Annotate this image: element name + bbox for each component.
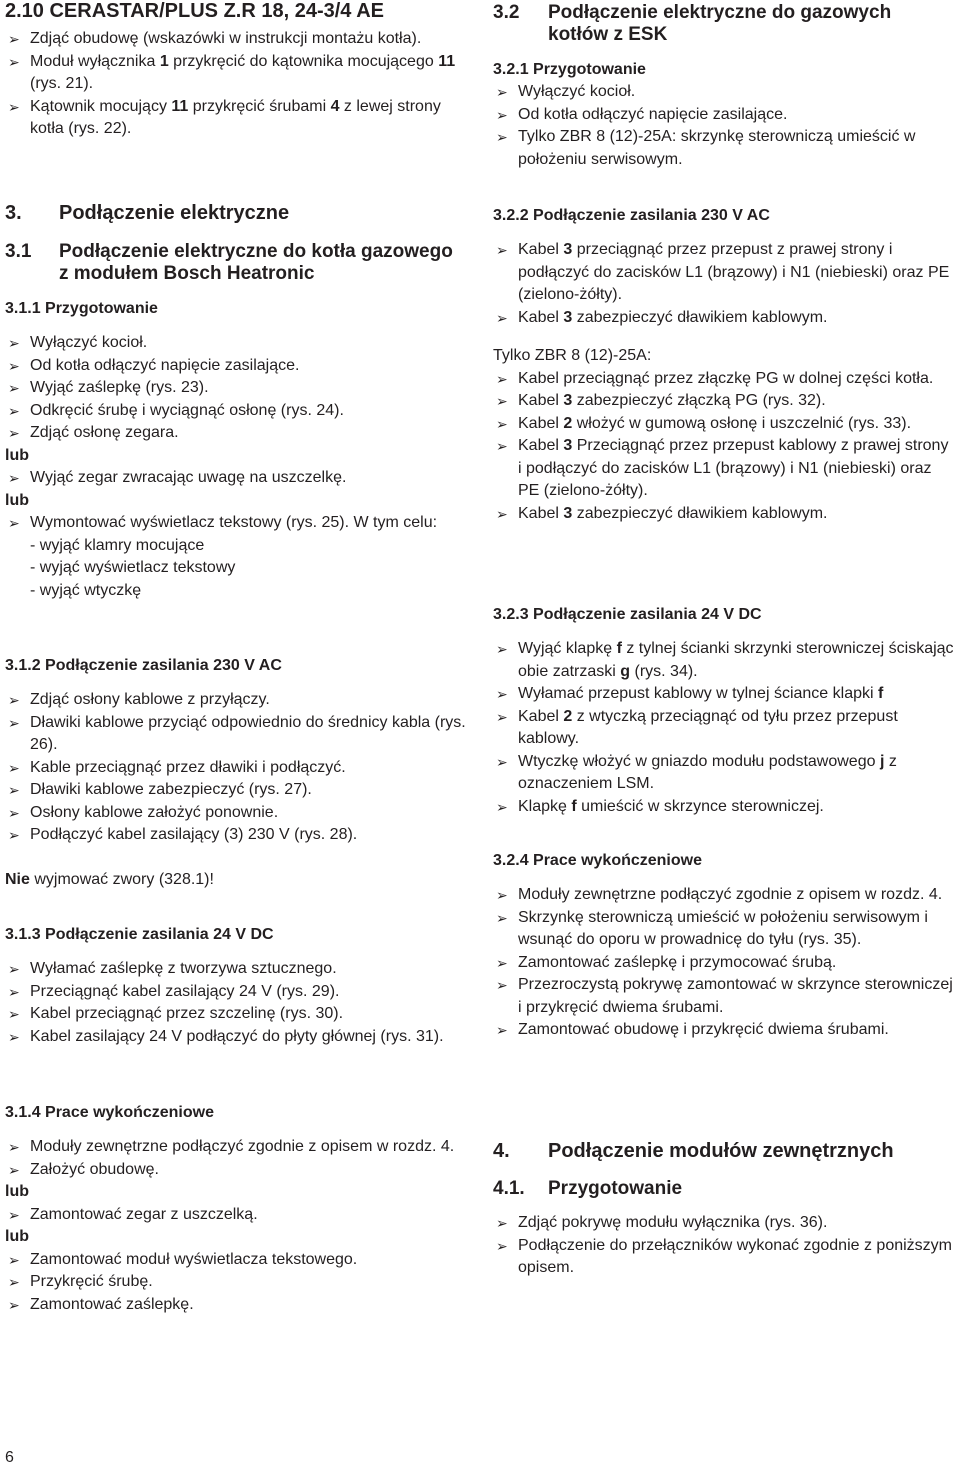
- section-3-2-heading: 3.2 Podłączenie elektryczne do gazowych kotłów z ESK: [493, 2, 892, 45]
- list-item: ➢ Zamontować moduł wyświetlacza tekstowego.: [5, 1249, 470, 1272]
- arrow-bullet-icon: ➢: [8, 714, 20, 731]
- section-4: [493, 1140, 955, 1163]
- arrow-bullet-icon: ➢: [496, 242, 508, 258]
- list-item: ➢ Wyłączyć kocioł.: [493, 81, 955, 104]
- list-item: ➢ Podłączenie do przełączników wykonać zgodnie z poniższym opisem.: [496, 1236, 952, 1276]
- list-item: ➢ Zdjąć pokrywę modułu wyłącznika (rys. 36).: [493, 1212, 955, 1235]
- arrow-bullet-icon: ➢: [8, 804, 20, 821]
- list-item: ➢ Zamontować obudowę i przykręcić dwiema śrubami.: [493, 1019, 955, 1042]
- section-3-heading: 3. Podłączenie elektryczne: [5, 202, 290, 224]
- arrow-bullet-icon: ➢: [496, 415, 508, 432]
- arrow-bullet-icon: ➢: [496, 505, 508, 522]
- arrow-bullet-icon: ➢: [496, 686, 508, 702]
- list-item: ➢ Założyć obudowę.: [5, 1159, 470, 1182]
- section-3-2-1: [493, 59, 955, 171]
- arrow-bullet-icon: ➢: [8, 782, 20, 798]
- arrow-bullet-icon: ➢: [496, 438, 508, 454]
- list-item: ➢ Klapkę f umieścić w skrzynce sterowniczej.: [493, 796, 955, 819]
- arrow-bullet-icon: ➢: [8, 827, 20, 843]
- lub-label: lub: [5, 491, 29, 509]
- arrow-bullet-icon: ➢: [496, 1022, 508, 1038]
- list-item: ➢ Wtyczkę włożyć w gniazdo modułu podstawowego j z oznaczeniem LSM.: [496, 752, 897, 792]
- arrow-bullet-icon: ➢: [496, 84, 508, 100]
- list-item: ➢ Wyłamać zaślepkę z tworzywa sztucznego.: [5, 958, 470, 981]
- list-item: ➢ Zamontować zaślepkę.: [5, 1294, 470, 1317]
- arrow-bullet-icon: ➢: [8, 31, 20, 47]
- page-number: 6: [5, 1449, 14, 1466]
- section-3-1-1-list-b: [5, 467, 470, 490]
- section-2-10-heading: 2.10 CERASTAR/PLUS Z.R 18, 24-3/4 AE: [5, 0, 385, 22]
- section-3-1-2: [5, 655, 470, 891]
- section-3-2-2-list-b: [493, 368, 955, 526]
- arrow-bullet-icon: ➢: [496, 1215, 508, 1231]
- section-3-2-2-list: [493, 239, 955, 329]
- list-item: ➢ Osłony kablowe założyć ponownie.: [5, 802, 470, 825]
- section-3-1-2-heading: 3.1.2 Podłączenie zasilania 230 V AC: [5, 657, 282, 674]
- list-item: ➢ Moduł wyłącznika 1 przykręcić do kątownika mocującego 11 (rys. 21).: [8, 52, 456, 92]
- section-3-2-3-list: [493, 638, 955, 818]
- arrow-bullet-icon: ➢: [8, 425, 20, 441]
- section-3-1-1-heading: 3.1.1 Przygotowanie: [5, 300, 158, 317]
- arrow-bullet-icon: ➢: [8, 1006, 20, 1022]
- dash-item: - wyjąć klamry mocujące: [30, 536, 205, 554]
- list-item: ➢ Wymontować wyświetlacz tekstowy (rys. 25). W tym celu: - wyjąć klamry mocujące - wyjąć wyświetlacz tekstowy - wyjąć wtyczkę: [5, 512, 470, 602]
- arrow-bullet-icon: ➢: [8, 1251, 20, 1268]
- list-item: ➢ Skrzynkę sterowniczą umieścić w położeniu serwisowym i wsunąć do oporu w prowadnicę do tyłu (rys. 35).: [496, 908, 928, 948]
- arrow-bullet-icon: ➢: [8, 1161, 20, 1178]
- list-item: ➢ Od kotła odłączyć napięcie zasilające.: [5, 355, 470, 378]
- arrow-bullet-icon: ➢: [8, 380, 20, 396]
- arrow-bullet-icon: ➢: [8, 692, 20, 708]
- section-3-1-4-list: [5, 1136, 470, 1181]
- arrow-bullet-icon: ➢: [8, 357, 20, 374]
- section-3-1-3: [5, 924, 470, 1048]
- section-3-2-3: [493, 604, 955, 818]
- section-2-10: [5, 0, 470, 141]
- section-3-1-4-list-b: [5, 1204, 470, 1227]
- list-item: ➢ Kabel zasilający 24 V podłączyć do płyty głównej (rys. 31).: [5, 1026, 470, 1049]
- section-2-10-list: [5, 28, 470, 141]
- arrow-bullet-icon: ➢: [8, 961, 20, 977]
- arrow-bullet-icon: ➢: [496, 370, 508, 387]
- arrow-bullet-icon: ➢: [8, 759, 20, 776]
- arrow-bullet-icon: ➢: [496, 393, 508, 409]
- section-3-2-2: [493, 205, 955, 525]
- arrow-bullet-icon: ➢: [8, 1296, 20, 1313]
- section-3-2-1-heading: 3.2.1 Przygotowanie: [493, 61, 646, 78]
- arrow-bullet-icon: ➢: [8, 983, 20, 1000]
- arrow-bullet-icon: ➢: [496, 887, 508, 903]
- section-3-1-2-list: [5, 689, 470, 847]
- section-3-2-4: [493, 850, 955, 1042]
- section-4-1-list: [493, 1212, 955, 1280]
- section-3-2-2-heading: 3.2.2 Podłączenie zasilania 230 V AC: [493, 207, 770, 224]
- list-item: ➢ Zdjąć osłony kablowe z przyłączy.: [5, 689, 470, 712]
- arrow-bullet-icon: ➢: [8, 53, 20, 70]
- section-3-1-3-heading: 3.1.3 Podłączenie zasilania 24 V DC: [5, 926, 274, 943]
- list-item: ➢ Podłączyć kabel zasilający (3) 230 V (rys. 28).: [5, 824, 470, 847]
- section-3-1-heading: 3.1 Podłączenie elektryczne do kotła gazowego z modułem Bosch Heatronic: [5, 241, 453, 284]
- arrow-bullet-icon: ➢: [496, 977, 508, 993]
- section-4-1: [493, 1178, 955, 1280]
- section-3-1-1-list-c: [5, 512, 470, 602]
- list-item: ➢ Wyjąć zaślepkę (rys. 23).: [5, 377, 470, 400]
- section-3-2-3-heading: 3.2.3 Podłączenie zasilania 24 V DC: [493, 606, 762, 623]
- section-3-2-4-heading: 3.2.4 Prace wykończeniowe: [493, 852, 702, 869]
- list-item: ➢ Zamontować zegar z uszczelką.: [5, 1204, 470, 1227]
- list-item: ➢ Przeciągnąć kabel zasilający 24 V (rys. 29).: [5, 981, 470, 1004]
- list-item: ➢ Dławiki kablowe przyciąć odpowiednio do średnicy kabla (rys. 26).: [8, 713, 466, 753]
- arrow-bullet-icon: ➢: [496, 954, 508, 971]
- note-text: Nie wyjmować zwory (328.1)!: [5, 870, 214, 888]
- list-item: ➢ Wyjąć klapkę f z tylnej ścianki skrzynki sterowniczej ściskając obie zatrzaski g (rys. 34).: [496, 640, 954, 680]
- list-item: ➢ Od kotła odłączyć napięcie zasilające.: [493, 104, 955, 127]
- arrow-bullet-icon: ➢: [496, 708, 508, 725]
- list-item: ➢ Przezroczystą pokrywę zamontować w skrzynce sterowniczej i przykręcić dwiema śrubami.: [496, 976, 953, 1016]
- arrow-bullet-icon: ➢: [496, 309, 508, 326]
- section-3-2-1-list: [493, 81, 955, 171]
- list-item: ➢ Kable przeciągnąć przez dławiki i podłączyć.: [5, 757, 470, 780]
- subheading-text: Tylko ZBR 8 (12)-25A:: [493, 347, 652, 364]
- list-item: ➢ Kabel 3 zabezpieczyć dławikiem kablowym.: [493, 307, 955, 330]
- section-4-1-heading: 4.1. Przygotowanie: [493, 1178, 683, 1199]
- list-item: ➢ Tylko ZBR 8 (12)-25A: skrzynkę sterowniczą umieścić w położeniu serwisowym.: [496, 128, 916, 168]
- list-item: ➢ Odkręcić śrubę i wyciągnąć osłonę (rys. 24).: [5, 400, 470, 423]
- section-3-1-4: [5, 1102, 470, 1316]
- list-item: ➢ Kabel 3 zabezpieczyć dławikiem kablowym.: [493, 503, 955, 526]
- list-item: ➢ Kabel 3 Przeciągnąć przez przepust kablowy z prawej strony i podłączyć do zacisków L1 (brązowy) i N1 (niebieski) oraz PE (zielono-żółty).: [496, 437, 949, 499]
- arrow-bullet-icon: ➢: [8, 335, 20, 351]
- arrow-bullet-icon: ➢: [496, 753, 508, 770]
- section-3-2-4-list: [493, 884, 955, 1042]
- list-item: ➢ Moduły zewnętrzne podłączyć zgodnie z opisem w rozdz. 4.: [493, 884, 955, 907]
- lub-label: lub: [5, 1183, 29, 1200]
- list-item: ➢ Kabel 3 zabezpieczyć złączką PG (rys. 32).: [493, 390, 955, 413]
- arrow-bullet-icon: ➢: [496, 1237, 508, 1254]
- list-item: ➢ Zdjąć osłonę zegara.: [5, 422, 470, 445]
- section-3-2: [493, 2, 955, 46]
- arrow-bullet-icon: ➢: [8, 515, 20, 531]
- arrow-bullet-icon: ➢: [8, 1028, 20, 1045]
- arrow-bullet-icon: ➢: [8, 98, 20, 115]
- list-item: ➢ Kabel 3 przeciągnąć przez przepust z prawej strony i podłączyć do zacisków L1 (brązowy) i N1 (niebieski) oraz PE (zielono-żółty).: [496, 241, 950, 303]
- list-item: ➢ Kabel przeciągnąć przez złączkę PG w dolnej części kotła.: [493, 368, 955, 391]
- list-item: ➢ Moduły zewnętrzne podłączyć zgodnie z opisem w rozdz. 4.: [5, 1136, 470, 1159]
- arrow-bullet-icon: ➢: [8, 1274, 20, 1290]
- list-item: ➢ Przykręcić śrubę.: [5, 1271, 470, 1294]
- section-3-1-1-list: [5, 332, 470, 445]
- section-4-heading: 4. Podłączenie modułów zewnętrznych: [493, 1140, 894, 1162]
- list-item: ➢ Zdjąć obudowę (wskazówki w instrukcji montażu kotła).: [5, 28, 470, 51]
- dash-item: - wyjąć wtyczkę: [30, 581, 142, 599]
- section-3-1-4-list-c: [5, 1249, 470, 1317]
- arrow-bullet-icon: ➢: [496, 106, 508, 123]
- arrow-bullet-icon: ➢: [8, 470, 20, 486]
- section-3-1-1: [5, 298, 470, 602]
- list-item: ➢ Kątownik mocujący 11 przykręcić śrubami 4 z lewej strony kotła (rys. 22).: [8, 97, 441, 137]
- lub-label: lub: [5, 1228, 29, 1245]
- section-3-1-4-heading: 3.1.4 Prace wykończeniowe: [5, 1104, 214, 1121]
- section-3-1: [5, 241, 470, 285]
- list-item: ➢ Wyjąć zegar zwracając uwagę na uszczelkę.: [5, 467, 470, 490]
- arrow-bullet-icon: ➢: [496, 798, 508, 815]
- list-item: ➢ Kabel przeciągnąć przez szczelinę (rys. 30).: [5, 1003, 470, 1026]
- lub-label: lub: [5, 446, 29, 464]
- arrow-bullet-icon: ➢: [8, 1206, 20, 1223]
- list-item: ➢ Wyłączyć kocioł.: [5, 332, 470, 355]
- arrow-bullet-icon: ➢: [8, 1139, 20, 1155]
- section-3-1-3-list: [5, 958, 470, 1048]
- list-item: ➢ Zamontować zaślepkę i przymocować śrubą.: [493, 952, 955, 975]
- list-item: ➢ Kabel 2 włożyć w gumową osłonę i uszczelnić (rys. 33).: [493, 413, 955, 436]
- dash-item: - wyjąć wyświetlacz tekstowy: [30, 559, 236, 576]
- section-3: [5, 202, 470, 225]
- arrow-bullet-icon: ➢: [496, 641, 508, 657]
- list-item: ➢ Wyłamać przepust kablowy w tylnej ściance klapki f: [493, 683, 955, 706]
- list-item: ➢ Dławiki kablowe zabezpieczyć (rys. 27).: [5, 779, 470, 802]
- arrow-bullet-icon: ➢: [8, 402, 20, 419]
- list-item: ➢ Kabel 2 z wtyczką przeciągnąć od tyłu przez przepust kablowy.: [496, 707, 898, 747]
- arrow-bullet-icon: ➢: [496, 909, 508, 926]
- arrow-bullet-icon: ➢: [496, 129, 508, 145]
